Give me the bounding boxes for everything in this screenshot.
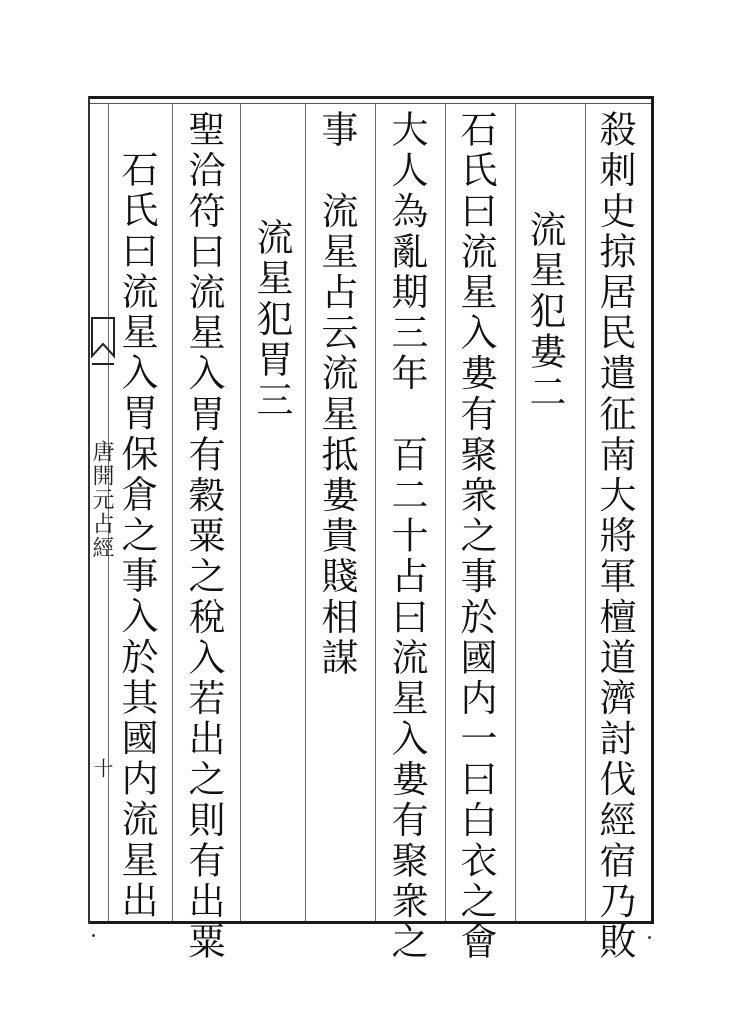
column-divider <box>445 104 446 921</box>
scan-speck <box>92 934 95 937</box>
text-column-5: 事 流星占云流星抵婁貴賤相謀 <box>315 110 358 679</box>
text-column-1: 殺刺史掠居民遣征南大將軍檀道濟討伐經宿乃敗 <box>593 110 636 963</box>
column-divider <box>172 104 173 921</box>
column-divider <box>305 104 306 921</box>
frame-right-border <box>651 96 654 924</box>
text-column-6-heading: 流星犯胃三 <box>250 218 293 421</box>
text-column-8: 石氏曰流星入胃保倉之事入於其國内流星出 <box>115 150 158 922</box>
margin-page-number: 十 <box>90 758 114 778</box>
frame-top-border <box>88 96 654 99</box>
column-divider <box>515 104 516 921</box>
fishtail-mark-icon <box>90 316 116 372</box>
text-column-4: 大人為亂期三年 百二十占曰流星入婁有聚衆之 <box>385 110 428 963</box>
column-divider <box>240 104 241 921</box>
text-column-3: 石氏曰流星入婁有聚衆之事於國内一曰白衣之會 <box>454 110 497 963</box>
margin-book-title: 唐開元占經 <box>89 440 114 560</box>
text-column-7: 聖洽符曰流星入胃有穀粟之稅入若出之則有出粟 <box>182 110 225 963</box>
frame-bottom-border <box>88 921 654 924</box>
text-column-2-heading: 流星犯婁二 <box>523 210 566 413</box>
column-divider <box>585 104 586 921</box>
scan-speck <box>648 936 651 939</box>
column-divider <box>375 104 376 921</box>
